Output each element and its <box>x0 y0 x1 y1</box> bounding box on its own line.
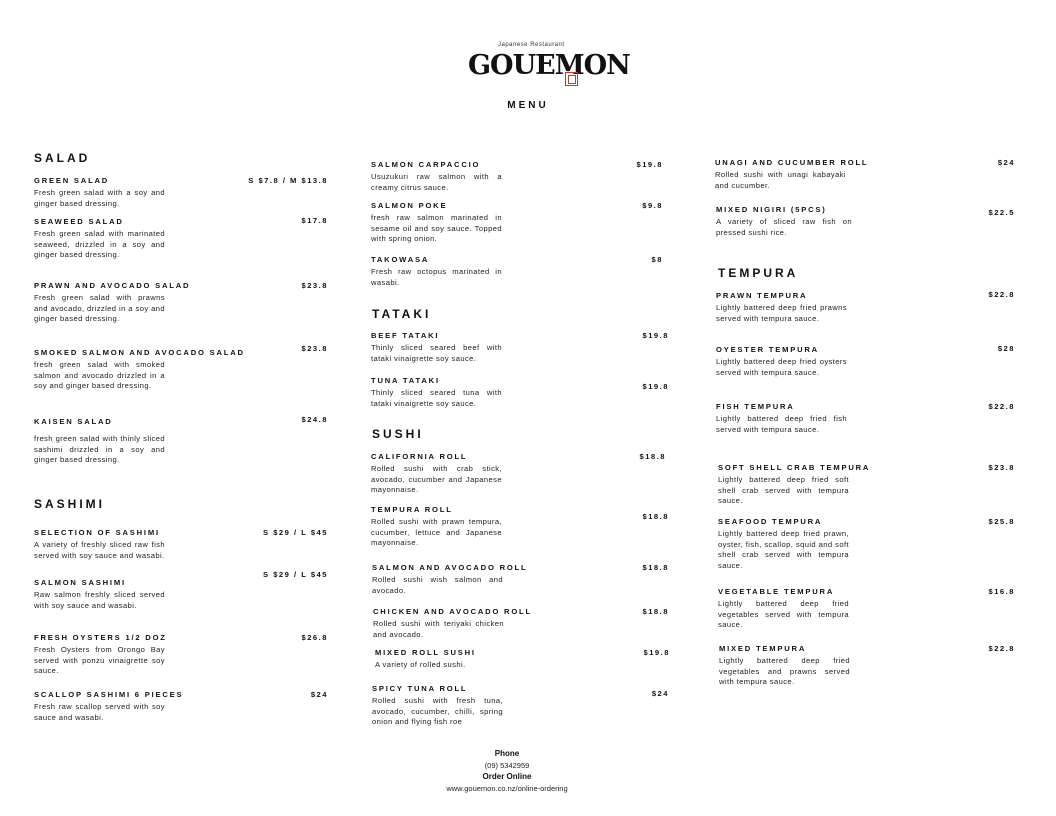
item-price: $22.8 <box>988 644 1015 653</box>
item-description: A variety of sliced raw fish on pressed sushi rice. <box>716 217 852 237</box>
item-name: PRAWN TEMPURA <box>716 291 808 300</box>
item-description: Rolled sushi with crab stick, avocado, cucumber and Japanese mayonnaise. <box>371 464 502 495</box>
item-price: $23.8 <box>301 344 328 353</box>
item-description: Lightly battered deep fried soft shell crab served with tempura sauce. <box>718 475 849 506</box>
red-seal-icon <box>565 72 578 86</box>
item-name: SEAFOOD TEMPURA <box>718 517 823 526</box>
menu-item <box>34 217 328 261</box>
item-price: $22.8 <box>988 402 1015 411</box>
menu-item <box>716 205 1015 238</box>
item-description: Fresh raw octopus marinated in wasabi. <box>371 267 502 287</box>
item-price: $18.8 <box>642 607 669 616</box>
item-name: TAKOWASA <box>371 255 430 264</box>
item-description: Usuzukuri raw salmon with a creamy citrus sauce. <box>371 172 502 192</box>
menu-item <box>716 291 1015 324</box>
item-name: UNAGI AND CUCUMBER ROLL <box>715 158 869 167</box>
menu-item <box>718 517 1015 571</box>
item-description: Fresh green salad with a soy and ginger based dressing. <box>34 188 165 208</box>
order-online-label: Order Online <box>482 772 532 781</box>
item-name: SMOKED SALMON AND AVOCADO SALAD <box>34 348 245 357</box>
logo-subtitle: Japanese Restaurant <box>498 42 565 48</box>
menu-item <box>372 563 669 596</box>
item-name: SALMON SASHIMI <box>34 578 126 587</box>
item-description: Rolled sushi with unagi kabayaki and cucumber. <box>715 170 846 190</box>
item-name: VEGETABLE TEMPURA <box>718 587 835 596</box>
section-title-sushi: SUSHI <box>372 427 424 441</box>
item-price: S $7.8 / M $13.8 <box>248 176 328 185</box>
menu-item <box>719 644 1015 688</box>
item-price: $19.8 <box>642 382 669 391</box>
menu-item <box>34 633 328 677</box>
item-description: Lightly battered deep fried prawn, oyster, fish, scallop, squid and soft shell crab served with tempura sauce. <box>718 529 849 570</box>
item-description: Lightly battered deep fried vegetables served with tempura sauce. <box>718 599 849 630</box>
item-name: MIXED ROLL SUSHI <box>375 648 476 657</box>
menu-item <box>371 160 663 193</box>
item-description: Raw salmon freshly sliced served with soy sauce and wasabi. <box>34 590 165 610</box>
item-description: Rolled sushi wish salmon and avocado. <box>372 575 503 595</box>
item-name: MIXED NIGIRI (5PCS) <box>716 205 827 214</box>
item-name: FRESH OYSTERS 1/2 DOZ <box>34 633 167 642</box>
item-price: $18.8 <box>639 452 666 461</box>
item-description: A variety of rolled sushi. <box>375 660 466 669</box>
menu-item <box>715 158 1015 191</box>
item-price: $9.8 <box>642 201 663 210</box>
item-description: Lightly battered deep fried fish served with tempura sauce. <box>716 414 847 434</box>
item-name: OYESTER TEMPURA <box>716 345 819 354</box>
item-name: SALMON CARPACCIO <box>371 160 481 169</box>
menu-item <box>34 344 328 392</box>
item-name: FISH TEMPURA <box>716 402 795 411</box>
section-title-salad: SALAD <box>34 151 91 165</box>
item-name: TUNA TATAKI <box>371 376 440 385</box>
item-price: $8 <box>651 255 663 264</box>
item-price: $19.8 <box>642 331 669 340</box>
item-price: S $29 / L $45 <box>263 570 328 579</box>
item-name: SELECTION OF SASHIMI <box>34 528 160 537</box>
item-description: Fresh green salad with prawns and avocado, drizzled in a soy and ginger based dressing. <box>34 293 165 324</box>
restaurant-logo <box>468 38 630 90</box>
item-price: $22.5 <box>988 208 1015 217</box>
item-name: SCALLOP SASHIMI 6 PIECES <box>34 690 184 699</box>
menu-item <box>371 201 663 245</box>
item-name: SALMON AND AVOCADO ROLL <box>372 563 528 572</box>
menu-item <box>34 690 328 723</box>
item-description: Fresh green salad with marinated seaweed, drizzled in a soy and ginger based dressing. <box>34 229 165 260</box>
menu-item <box>34 570 328 611</box>
item-name: PRAWN AND AVOCADO SALAD <box>34 281 191 290</box>
item-name: SOFT SHELL CRAB TEMPURA <box>718 463 871 472</box>
item-price: $17.8 <box>301 216 328 225</box>
section-title-sashimi: SASHIMI <box>34 497 106 511</box>
phone-label: Phone <box>494 749 520 758</box>
menu-item <box>718 463 1015 507</box>
item-description: A variety of freshly sliced raw fish served with soy sauce and wasabi. <box>34 540 165 560</box>
item-description: Rolled sushi with prawn tempura, cucumber, lettuce and Japanese mayonnaise. <box>371 517 502 548</box>
item-name: KAISEN SALAD <box>34 417 113 426</box>
item-price: $18.8 <box>642 512 669 521</box>
item-description: Lightly battered deep fried prawns served with tempura sauce. <box>716 303 847 323</box>
item-description: Thinly sliced seared tuna with tataki vinaigrette soy sauce. <box>371 388 502 408</box>
item-price: $16.8 <box>988 587 1015 596</box>
logo-name: GOUEMON <box>468 50 630 81</box>
contact-footer <box>0 748 1014 794</box>
item-price: S $29 / L $45 <box>263 528 328 537</box>
item-price: $24 <box>310 690 328 699</box>
menu-item <box>716 402 1015 435</box>
item-price: $23.8 <box>988 463 1015 472</box>
item-price: $25.8 <box>988 517 1015 526</box>
item-price: $24 <box>651 689 669 698</box>
menu-item <box>718 587 1015 631</box>
item-name: BEEF TATAKI <box>371 331 440 340</box>
item-price: $24 <box>997 158 1015 167</box>
menu-header <box>0 38 1056 111</box>
item-price: $19.8 <box>636 160 663 169</box>
item-description: fresh raw salmon marinated in sesame oil and soy sauce. Topped with spring onion. <box>371 213 502 244</box>
item-description: Rolled sushi with fresh tuna, avocado, cucumber, chilli, spring onion and flying fish roe <box>372 696 503 727</box>
item-name: SEAWEED SALAD <box>34 217 124 226</box>
item-description: fresh green salad with thinly sliced sashimi drizzled in a soy and ginger based dressing. <box>34 434 165 465</box>
item-description: Fresh raw scallop served with soy sauce and wasabi. <box>34 702 165 722</box>
item-price: $28 <box>997 344 1015 353</box>
item-name: CHICKEN AND AVOCADO ROLL <box>373 607 532 616</box>
item-description: Thinly sliced seared beef with tataki vinaigrette soy sauce. <box>371 343 502 363</box>
item-price: $24.8 <box>301 415 328 424</box>
item-price: $18.8 <box>642 563 669 572</box>
menu-item <box>34 176 328 209</box>
item-description: Lightly battered deep fried vegetables and prawns served with tempura sauce. <box>719 656 850 687</box>
order-online-link[interactable]: www.gouemon.co.nz/online-ordering <box>446 783 568 793</box>
item-description: Lightly battered deep fried oysters served with tempura sauce. <box>716 357 847 377</box>
menu-item <box>34 528 328 561</box>
item-price: $23.8 <box>301 281 328 290</box>
item-name: GREEN SALAD <box>34 176 110 185</box>
item-price: $22.8 <box>988 290 1015 299</box>
menu-item <box>34 417 328 466</box>
menu-title: MENU <box>507 100 549 111</box>
menu-item <box>34 281 328 325</box>
item-price: $26.8 <box>301 633 328 642</box>
menu-item <box>371 255 663 288</box>
menu-item <box>716 345 1015 378</box>
item-name: TEMPURA ROLL <box>371 505 453 514</box>
item-description: Rolled sushi with teriyaki chicken and avocado. <box>373 619 504 639</box>
item-price: $19.8 <box>643 648 670 657</box>
item-description: Fresh Oysters from Orongo Bay served with ponzu vinaigrette soy sauce. <box>34 645 165 676</box>
item-description: fresh green salad with smoked salmon and avocado drizzled in a soy and ginger based dressing. <box>34 360 165 391</box>
menu-item <box>371 331 669 364</box>
phone-number: (09) 5342959 <box>484 760 530 770</box>
item-name: CALIFORNIA ROLL <box>371 452 468 461</box>
menu-item <box>375 648 670 671</box>
item-name: MIXED TEMPURA <box>719 644 807 653</box>
item-name: SPICY TUNA ROLL <box>372 684 468 693</box>
menu-item <box>373 607 669 640</box>
menu-item <box>371 452 666 496</box>
section-title-tataki: TATAKI <box>372 307 432 321</box>
section-title-tempura: TEMPURA <box>718 266 799 280</box>
menu-item <box>371 376 669 409</box>
item-name: SALMON POKE <box>371 201 448 210</box>
menu-item <box>372 684 669 728</box>
menu-item <box>371 505 669 549</box>
